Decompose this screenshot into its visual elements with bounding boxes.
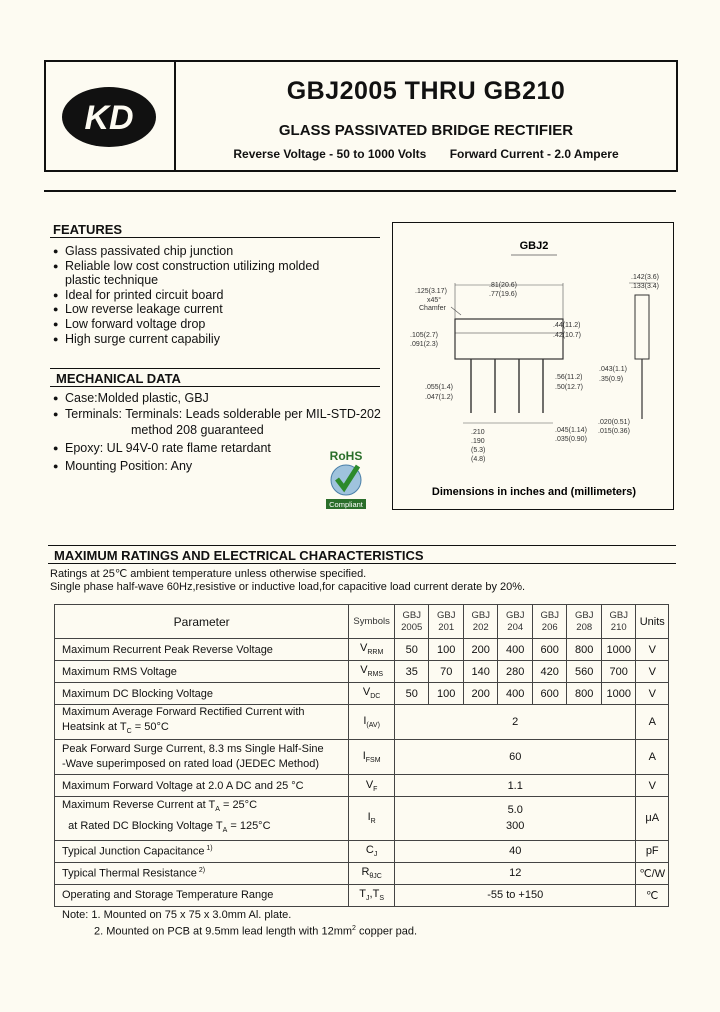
table-row: Maximum Average Forward Rectified Current with Heatsink at $T_C = 50^\circ C$ $I_{(AV)}$ 2 A bbox=[55, 705, 669, 740]
package-diagram-box bbox=[392, 222, 674, 510]
features-rule bbox=[50, 237, 380, 238]
col-part: GBJ 206 bbox=[532, 605, 567, 639]
page-title: GBJ2005 THRU GB210 bbox=[286, 77, 566, 105]
table-row: Maximum Reverse Current at $T_A = 25^\circ C$ at Rated DC Blocking Voltage $T_A = 125^\circ C$ $I_R$ 5.0 300 μA bbox=[55, 797, 669, 840]
dim-text: .77(19.6) bbox=[489, 291, 518, 298]
features-list bbox=[53, 244, 323, 346]
dim-text: .44(11.2) bbox=[553, 322, 581, 329]
table-row: Maximum Recurrent Peak Reverse Voltage $V_{RRM}$ 50 100 200 400 600 800 1000 V bbox=[55, 639, 669, 661]
note-2: 2. Mounted on PCB at 9.5mm lead length with $12mm^2$ copper pad. bbox=[94, 925, 418, 938]
list-item: ● Reliable low cost construction utilizing molded plastic technique bbox=[53, 259, 323, 288]
list-item: ● Epoxy: UL 94V-0 rate flame retardant bbox=[53, 440, 383, 456]
col-part: GBJ 202 bbox=[463, 605, 498, 639]
features-title: FEATURES bbox=[53, 222, 123, 237]
table-row: Maximum Forward Voltage at 2.0 A DC and 25 °C $V_F$ 1.1 V bbox=[55, 775, 669, 797]
dim-text: .043(1.1) bbox=[599, 366, 628, 373]
col-part: GBJ 204 bbox=[498, 605, 533, 639]
note-1: Note: 1. Mounted on 75 x 75 x 3.0mm Al. plate. bbox=[62, 909, 292, 921]
dim-text: .81(20.6) bbox=[489, 282, 518, 289]
ratings-rule bbox=[48, 563, 676, 564]
dim-text: .35(0.9) bbox=[599, 376, 624, 383]
dim-text: .047(1.2) bbox=[425, 394, 454, 401]
dim-text: .035(0.90) bbox=[555, 436, 587, 443]
table-row: Typical Thermal Resistance $^{2)}$ $R_{\theta JC}$ 12 ℃/W bbox=[55, 862, 669, 884]
dim-text: .015(0.36) bbox=[598, 428, 630, 435]
notes bbox=[62, 908, 417, 939]
rohs-logo bbox=[322, 448, 370, 510]
table-header-row bbox=[55, 605, 669, 639]
rohs-label: Compliant bbox=[329, 500, 363, 509]
table-row: Maximum RMS Voltage $V_{RMS}$ 35 70 140 280 420 560 700 V bbox=[55, 661, 669, 683]
kd-logo bbox=[46, 62, 172, 170]
dim-text: (5.3) bbox=[471, 447, 486, 454]
rating-line bbox=[176, 147, 676, 161]
terminals-text-2: method 208 guaranteed bbox=[131, 423, 264, 437]
table-row: Typical Junction Capacitance $^{1)}$ $C_J$ 40 pF bbox=[55, 840, 669, 862]
list-item: ● Case:Molded plastic, GBJ bbox=[53, 390, 383, 406]
mechanical-title: MECHANICAL DATA bbox=[56, 371, 181, 386]
ratings-note-1: Ratings at 25℃ ambient temperature unless otherwise specified. bbox=[50, 568, 367, 580]
rohs-text: RoHS bbox=[329, 449, 363, 463]
page-subtitle: GLASS PASSIVATED BRIDGE RECTIFIER bbox=[278, 122, 574, 139]
mechanical-rule bbox=[50, 386, 380, 387]
col-part: GBJ 2005 bbox=[394, 605, 429, 639]
list-item: ● Glass passivated chip junction bbox=[53, 244, 323, 259]
ratings-title: MAXIMUM RATINGS AND ELECTRICAL CHARACTERISTICS bbox=[54, 548, 424, 563]
dim-text: .42(10.7) bbox=[553, 332, 582, 339]
dim-text: .055(1.4) bbox=[425, 384, 454, 391]
dim-text: x45° bbox=[427, 297, 442, 304]
ratings-notes bbox=[50, 568, 525, 593]
ratings-table bbox=[54, 604, 669, 907]
diagram-title: GBJ2 bbox=[519, 240, 549, 252]
dim-text: .125(3.17) bbox=[415, 288, 447, 295]
dim-text: .210 bbox=[471, 429, 485, 436]
dim-text: .020(0.51) bbox=[598, 419, 630, 426]
col-part: GBJ 208 bbox=[567, 605, 602, 639]
dim-text: .133(3.4) bbox=[631, 283, 660, 290]
forward-current: Forward Current - 2.0 Ampere bbox=[449, 147, 619, 161]
mechanical-top-rule bbox=[50, 368, 380, 369]
dim-text: .142(3.6) bbox=[631, 274, 660, 281]
table-row: Maximum DC Blocking Voltage $V_{DC}$ 50 100 200 400 600 800 1000 V bbox=[55, 683, 669, 705]
dim-text: .045(1.14) bbox=[555, 427, 587, 434]
dim-text: .105(2.7) bbox=[410, 332, 439, 339]
dim-text: .50(12.7) bbox=[555, 384, 584, 391]
dim-text: .56(11.2) bbox=[555, 374, 583, 381]
list-item: ● Ideal for printed circuit board bbox=[53, 288, 323, 303]
list-item bbox=[53, 406, 383, 438]
terminals-text: Terminals: Terminals: Leads solderable per MIL-STD-202 bbox=[65, 407, 381, 421]
dim-text: (4.8) bbox=[471, 456, 486, 463]
list-item: ● High surge current capabiliy bbox=[53, 332, 323, 347]
list-item: ● Low reverse leakage current bbox=[53, 302, 323, 317]
list-item: ● Mounting Position: Any bbox=[53, 458, 383, 474]
col-part: GBJ 201 bbox=[429, 605, 464, 639]
header-box bbox=[44, 60, 678, 172]
table-row: Peak Forward Surge Current, 8.3 ms Single Half-Sine -Wave superimposed on rated load (JEDEC Method) $I_{FSM}$ 60 A bbox=[55, 740, 669, 775]
divider bbox=[44, 190, 676, 192]
dim-text: .190 bbox=[471, 438, 485, 445]
col-part: GBJ 210 bbox=[601, 605, 636, 639]
ratings-top-rule bbox=[48, 545, 676, 546]
ratings-note-2: Single phase half-wave 60Hz,resistive or inductive load,for capacitive load current derate by 20%. bbox=[50, 580, 526, 593]
col-units: Units bbox=[636, 605, 669, 639]
dim-text: Chamfer bbox=[419, 305, 446, 312]
col-symbols: Symbols bbox=[349, 605, 395, 639]
col-parameter: Parameter bbox=[55, 605, 349, 639]
package-drawing bbox=[393, 223, 672, 508]
reverse-voltage: Reverse Voltage - 50 to 1000 Volts bbox=[233, 147, 427, 161]
list-item: ● Low forward voltage drop bbox=[53, 317, 323, 332]
logo-text: KD bbox=[84, 99, 134, 137]
table-row: Operating and Storage Temperature Range $T_J,T_S$ -55 to +150 ℃ bbox=[55, 884, 669, 906]
logo-cell bbox=[46, 62, 176, 170]
diagram-caption: Dimensions in inches and (millimeters) bbox=[431, 486, 637, 498]
dim-text: .091(2.3) bbox=[410, 341, 439, 348]
